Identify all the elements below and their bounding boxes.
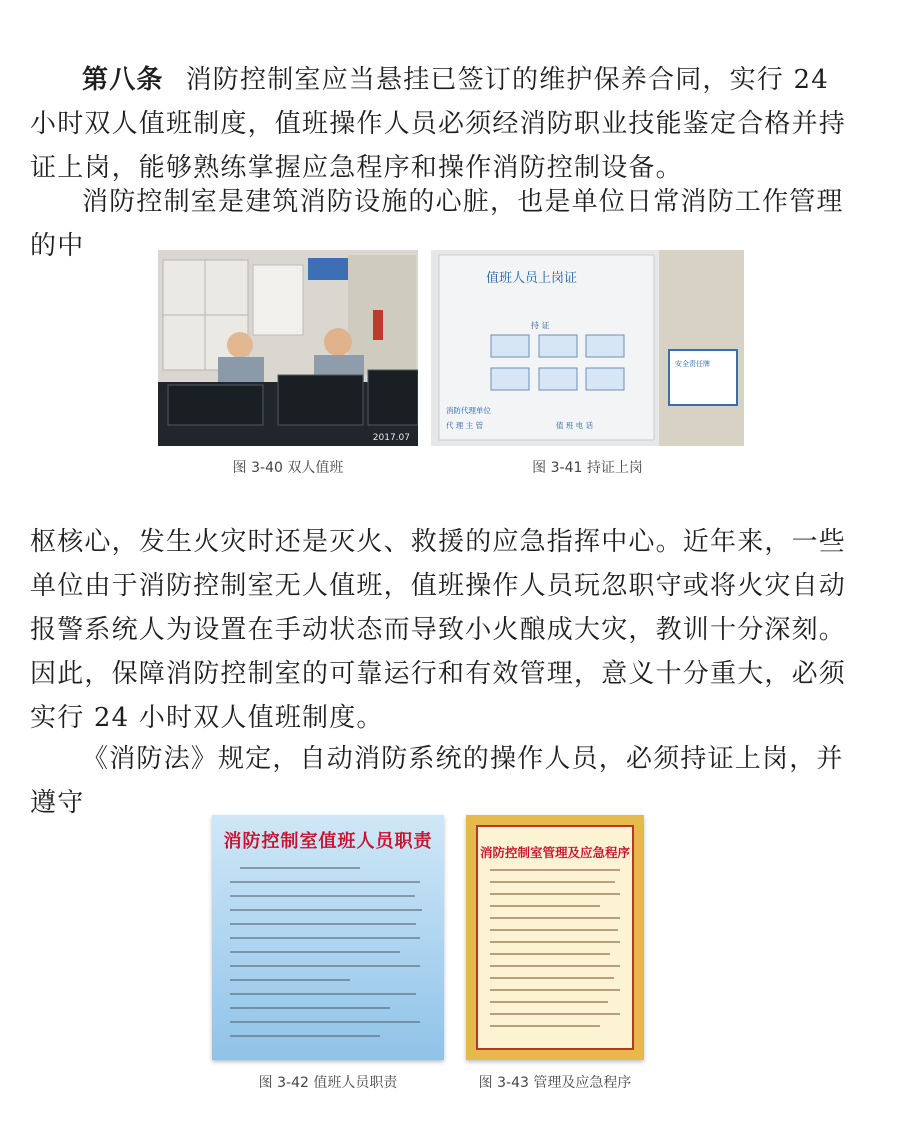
article-text: 消防控制室应当悬挂已签订的维护保养合同，实行 24 小时双人值班制度，值班操作人员必须经消防职业技能鉴定合格并持证上岗，能够熟练掌握应急程序和操作消防控制设备。	[30, 65, 847, 183]
poster-procedure-title: 消防控制室管理及应急程序	[479, 845, 630, 860]
article-label: 第八条	[82, 65, 164, 95]
figure-duties-poster	[212, 815, 444, 1060]
certificate-board-illustration	[431, 250, 744, 446]
caption-fig-3-42: 图 3-42 值班人员职责	[258, 1075, 398, 1091]
figure-dual-duty-photo	[158, 250, 418, 446]
board-subtitle: 持 证	[531, 321, 550, 330]
board-title: 值班人员上岗证	[486, 271, 578, 286]
article-8	[30, 58, 850, 190]
poster-duties-title: 消防控制室值班人员职责	[223, 831, 433, 852]
board-footer-unit: 消防代理单位	[446, 406, 491, 415]
figure-procedure-poster	[466, 815, 644, 1060]
caption-fig-3-40: 图 3-40 双人值班	[232, 460, 344, 476]
paragraph-3: 《消防法》规定，自动消防系统的操作人员，必须持证上岗，并遵守	[30, 744, 844, 818]
control-room-illustration	[158, 250, 418, 446]
figure-certificate-photo	[431, 250, 744, 446]
board-footer-manager: 代 理 主 管	[446, 421, 484, 430]
caption-fig-3-41: 图 3-41 持证上岗	[532, 460, 643, 476]
photo-timestamp: 2017.07	[372, 433, 410, 443]
paragraph-1: 消防控制室是建筑消防设施的心脏，也是单位日常消防工作管理的中	[30, 187, 844, 261]
side-sign: 安全责任牌	[675, 360, 710, 368]
caption-fig-3-43: 图 3-43 管理及应急程序	[478, 1075, 632, 1091]
paragraph-2: 枢核心，发生火灾时还是灭火、救援的应急指挥中心。近年来，一些单位由于消防控制室无人值班，值班操作人员玩忽职守或将火灾自动报警系统人为设置在手动状态而导致小火酿成大灾，教训十分深刻。因此，保障消防控制室的可靠运行和有效管理，意义十分重大，必须实行 24 小时双人值班制度。	[30, 527, 847, 733]
board-footer-phone: 值 班 电 话	[556, 421, 594, 430]
